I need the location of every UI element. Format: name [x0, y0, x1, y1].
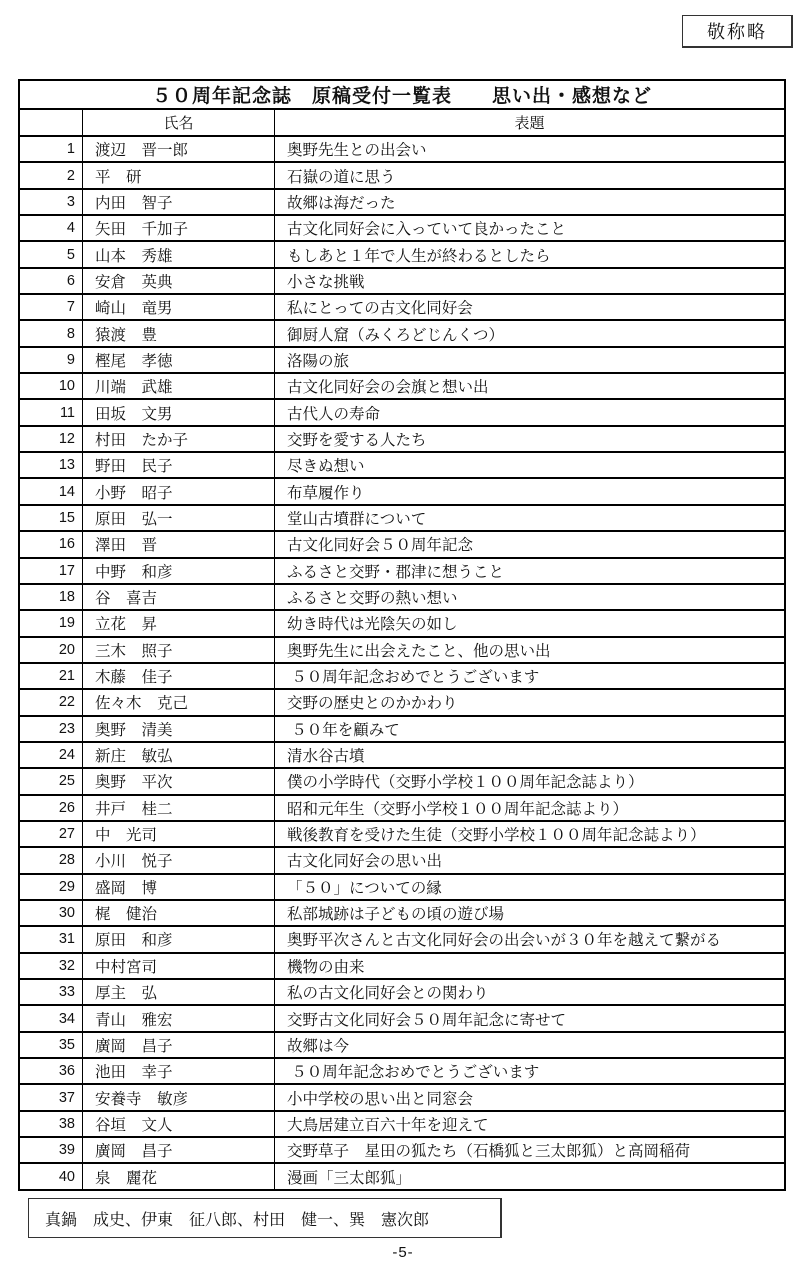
row-title: 「５０」についての縁	[287, 879, 442, 897]
row-title: 戦後教育を受けた生徒（交野小学校１００周年記念誌より）	[287, 827, 706, 845]
row-name: 中村宮司	[83, 954, 275, 978]
row-name: 奥野 清美	[83, 717, 275, 741]
row-number: 11	[20, 400, 83, 424]
row-title: 奥野先生との出会い	[287, 142, 427, 160]
row-title: 古文化同好会の思い出	[287, 853, 443, 871]
row-name: 廣岡 昌子	[83, 1033, 275, 1057]
table-row	[20, 875, 784, 901]
row-name: 崎山 竜男	[83, 295, 275, 319]
row-number: 6	[20, 269, 83, 293]
table-row	[20, 1138, 784, 1164]
row-title: 幼き時代は光陰矢の如し	[287, 616, 458, 634]
row-title: 洛陽の旅	[287, 352, 350, 370]
table-title: ５０周年記念誌 原稿受付一覧表 思い出・感想など	[20, 81, 784, 110]
row-name: 矢田 千加子	[83, 216, 275, 240]
row-name: 山本 秀雄	[83, 242, 275, 266]
row-title: 古文化同好会の会旗と想い出	[287, 379, 489, 397]
table-row	[20, 664, 784, 690]
row-title: 奥野平次さんと古文化同好会の出会いが３０年を越えて繋がる	[287, 932, 722, 950]
row-name: 原田 和彦	[83, 927, 275, 951]
row-number: 14	[20, 479, 83, 503]
row-name: 廣岡 昌子	[83, 1138, 275, 1162]
row-number: 34	[20, 1006, 83, 1030]
row-title: 古文化同好会５０周年記念	[287, 537, 474, 555]
table-row	[20, 980, 784, 1006]
table-row	[20, 848, 784, 874]
row-number: 29	[20, 875, 83, 899]
table-row	[20, 400, 784, 426]
row-title: 清水谷古墳	[287, 748, 365, 766]
header-name: 氏名	[83, 110, 275, 135]
row-number: 33	[20, 980, 83, 1004]
row-title: 機物の由来	[287, 958, 365, 976]
table-row	[20, 453, 784, 479]
row-name: 奥野 平次	[83, 769, 275, 793]
table-row	[20, 1164, 784, 1188]
table-row	[20, 321, 784, 347]
row-title: ５０年を顧みて	[287, 721, 400, 739]
row-title: 昭和元年生（交野小学校１００周年記念誌より）	[287, 800, 629, 818]
row-number: 2	[20, 163, 83, 187]
row-name: 青山 雅宏	[83, 1006, 275, 1030]
row-name: 内田 智子	[83, 190, 275, 214]
row-number: 18	[20, 585, 83, 609]
table-row	[20, 743, 784, 769]
row-name: 盛岡 博	[83, 875, 275, 899]
row-title: 古文化同好会に入っていて良かったこと	[287, 221, 567, 239]
row-title: 私部城跡は子どもの頃の遊び場	[287, 906, 505, 924]
table-row	[20, 269, 784, 295]
table-row	[20, 427, 784, 453]
row-title: 交野古文化同好会５０周年記念に寄せて	[287, 1011, 567, 1029]
table-row	[20, 190, 784, 216]
row-name: 井戸 桂二	[83, 796, 275, 820]
row-number: 7	[20, 295, 83, 319]
table-row	[20, 506, 784, 532]
table-rows	[20, 137, 784, 1189]
row-number: 10	[20, 374, 83, 398]
row-name: 谷 喜吉	[83, 585, 275, 609]
row-name: 平 研	[83, 163, 275, 187]
row-number: 1	[20, 137, 83, 161]
row-number: 38	[20, 1112, 83, 1136]
row-number: 40	[20, 1164, 83, 1188]
table-row	[20, 796, 784, 822]
footer-names-box	[28, 1198, 502, 1238]
row-number: 3	[20, 190, 83, 214]
table-row	[20, 585, 784, 611]
table-row	[20, 690, 784, 716]
row-name: 中野 和彦	[83, 559, 275, 583]
honorific-note-box	[682, 15, 793, 48]
row-number: 35	[20, 1033, 83, 1057]
row-name: 澤田 晋	[83, 532, 275, 556]
row-name: 中 光司	[83, 822, 275, 846]
table-row	[20, 374, 784, 400]
row-number: 9	[20, 348, 83, 372]
page-number: -5-	[392, 1244, 414, 1261]
row-number: 24	[20, 743, 83, 767]
row-title: 交野の歴史とのかかわり	[287, 695, 458, 713]
table-row	[20, 242, 784, 268]
table-row	[20, 954, 784, 980]
row-name: 梶 健治	[83, 901, 275, 925]
table-row	[20, 1059, 784, 1085]
table-row	[20, 1085, 784, 1111]
row-name: 樫尾 孝徳	[83, 348, 275, 372]
table-row	[20, 479, 784, 505]
row-name: 佐々木 克己	[83, 690, 275, 714]
row-name: 原田 弘一	[83, 506, 275, 530]
row-number: 21	[20, 664, 83, 688]
row-title: 石嶽の道に思う	[287, 168, 396, 186]
row-title: 古代人の寿命	[287, 405, 381, 423]
table-row	[20, 1006, 784, 1032]
row-number: 17	[20, 559, 83, 583]
row-title: ふるさと交野・郡津に想うこと	[287, 563, 505, 581]
row-name: 猿渡 豊	[83, 321, 275, 345]
row-number: 19	[20, 611, 83, 635]
row-name: 泉 麗花	[83, 1164, 275, 1188]
row-title: もしあと１年で人生が終わるとしたら	[287, 247, 551, 265]
table-row	[20, 532, 784, 558]
manuscript-table	[18, 79, 786, 1191]
row-number: 4	[20, 216, 83, 240]
header-number	[20, 110, 83, 135]
row-title: 私の古文化同好会との関わり	[287, 985, 489, 1003]
table-header-row	[20, 110, 784, 137]
row-title: 交野草子 星田の狐たち（石橋狐と三太郎狐）と高岡稲荷	[287, 1143, 691, 1161]
row-title: 堂山古墳群について	[287, 510, 427, 528]
row-name: 三木 照子	[83, 638, 275, 662]
row-number: 27	[20, 822, 83, 846]
row-name: 小野 昭子	[83, 479, 275, 503]
row-title: 私にとっての古文化同好会	[287, 300, 473, 318]
row-title: ５０周年記念おめでとうございます	[287, 1064, 540, 1082]
row-number: 5	[20, 242, 83, 266]
row-title: 布草履作り	[287, 484, 365, 502]
row-title: ふるさと交野の熱い想い	[287, 590, 458, 608]
row-number: 32	[20, 954, 83, 978]
row-number: 20	[20, 638, 83, 662]
row-number: 22	[20, 690, 83, 714]
row-title: 僕の小学時代（交野小学校１００周年記念誌より）	[287, 774, 644, 792]
table-row	[20, 611, 784, 637]
row-title: 大鳥居建立百六十年を迎えて	[287, 1116, 489, 1134]
table-row	[20, 348, 784, 374]
row-number: 23	[20, 717, 83, 741]
table-row	[20, 1033, 784, 1059]
row-title: 漫画「三太郎狐」	[287, 1169, 412, 1187]
table-row	[20, 927, 784, 953]
row-name: 立花 昇	[83, 611, 275, 635]
row-number: 26	[20, 796, 83, 820]
row-number: 25	[20, 769, 83, 793]
row-number: 13	[20, 453, 83, 477]
row-name: 厚主 弘	[83, 980, 275, 1004]
table-row	[20, 137, 784, 163]
row-number: 12	[20, 427, 83, 451]
row-name: 新庄 敏弘	[83, 743, 275, 767]
table-row	[20, 163, 784, 189]
row-name: 安倉 英典	[83, 269, 275, 293]
row-number: 37	[20, 1085, 83, 1109]
row-name: 木藤 佳子	[83, 664, 275, 688]
row-name: 池田 幸子	[83, 1059, 275, 1083]
row-number: 39	[20, 1138, 83, 1162]
row-name: 川端 武雄	[83, 374, 275, 398]
row-number: 28	[20, 848, 83, 872]
row-number: 31	[20, 927, 83, 951]
row-number: 30	[20, 901, 83, 925]
footer-names: 真鍋 成史、伊東 征八郎、村田 健一、巽 憲次郎	[45, 1211, 430, 1229]
table-row	[20, 559, 784, 585]
table-row	[20, 717, 784, 743]
table-row	[20, 769, 784, 795]
row-name: 谷垣 文人	[83, 1112, 275, 1136]
row-number: 36	[20, 1059, 83, 1083]
row-name: 小川 悦子	[83, 848, 275, 872]
row-name: 野田 民子	[83, 453, 275, 477]
header-subject: 表題	[514, 115, 545, 132]
table-row	[20, 295, 784, 321]
row-name: 渡辺 晋一郎	[83, 137, 275, 161]
table-row	[20, 822, 784, 848]
row-title: 尽きぬ想い	[287, 458, 365, 476]
row-number: 15	[20, 506, 83, 530]
row-title: 故郷は海だった	[287, 194, 396, 212]
row-name: 村田 たか子	[83, 427, 275, 451]
row-title: 御厨人窟（みくろどじんくつ）	[287, 326, 505, 344]
table-row	[20, 1112, 784, 1138]
table-row	[20, 901, 784, 927]
table-row	[20, 638, 784, 664]
row-name: 安養寺 敏彦	[83, 1085, 275, 1109]
row-title: 小さな挑戦	[287, 273, 365, 291]
row-title: 奥野先生に出会えたこと、他の思い出	[287, 642, 551, 660]
row-title: 交野を愛する人たち	[287, 431, 427, 449]
row-name: 田坂 文男	[83, 400, 275, 424]
row-number: 8	[20, 321, 83, 345]
row-title: 小中学校の思い出と同窓会	[287, 1090, 474, 1108]
row-title: 故郷は今	[287, 1037, 350, 1055]
row-number: 16	[20, 532, 83, 556]
row-title: ５０周年記念おめでとうございます	[287, 669, 540, 687]
table-row	[20, 216, 784, 242]
honorific-note: 敬称略	[707, 22, 767, 42]
